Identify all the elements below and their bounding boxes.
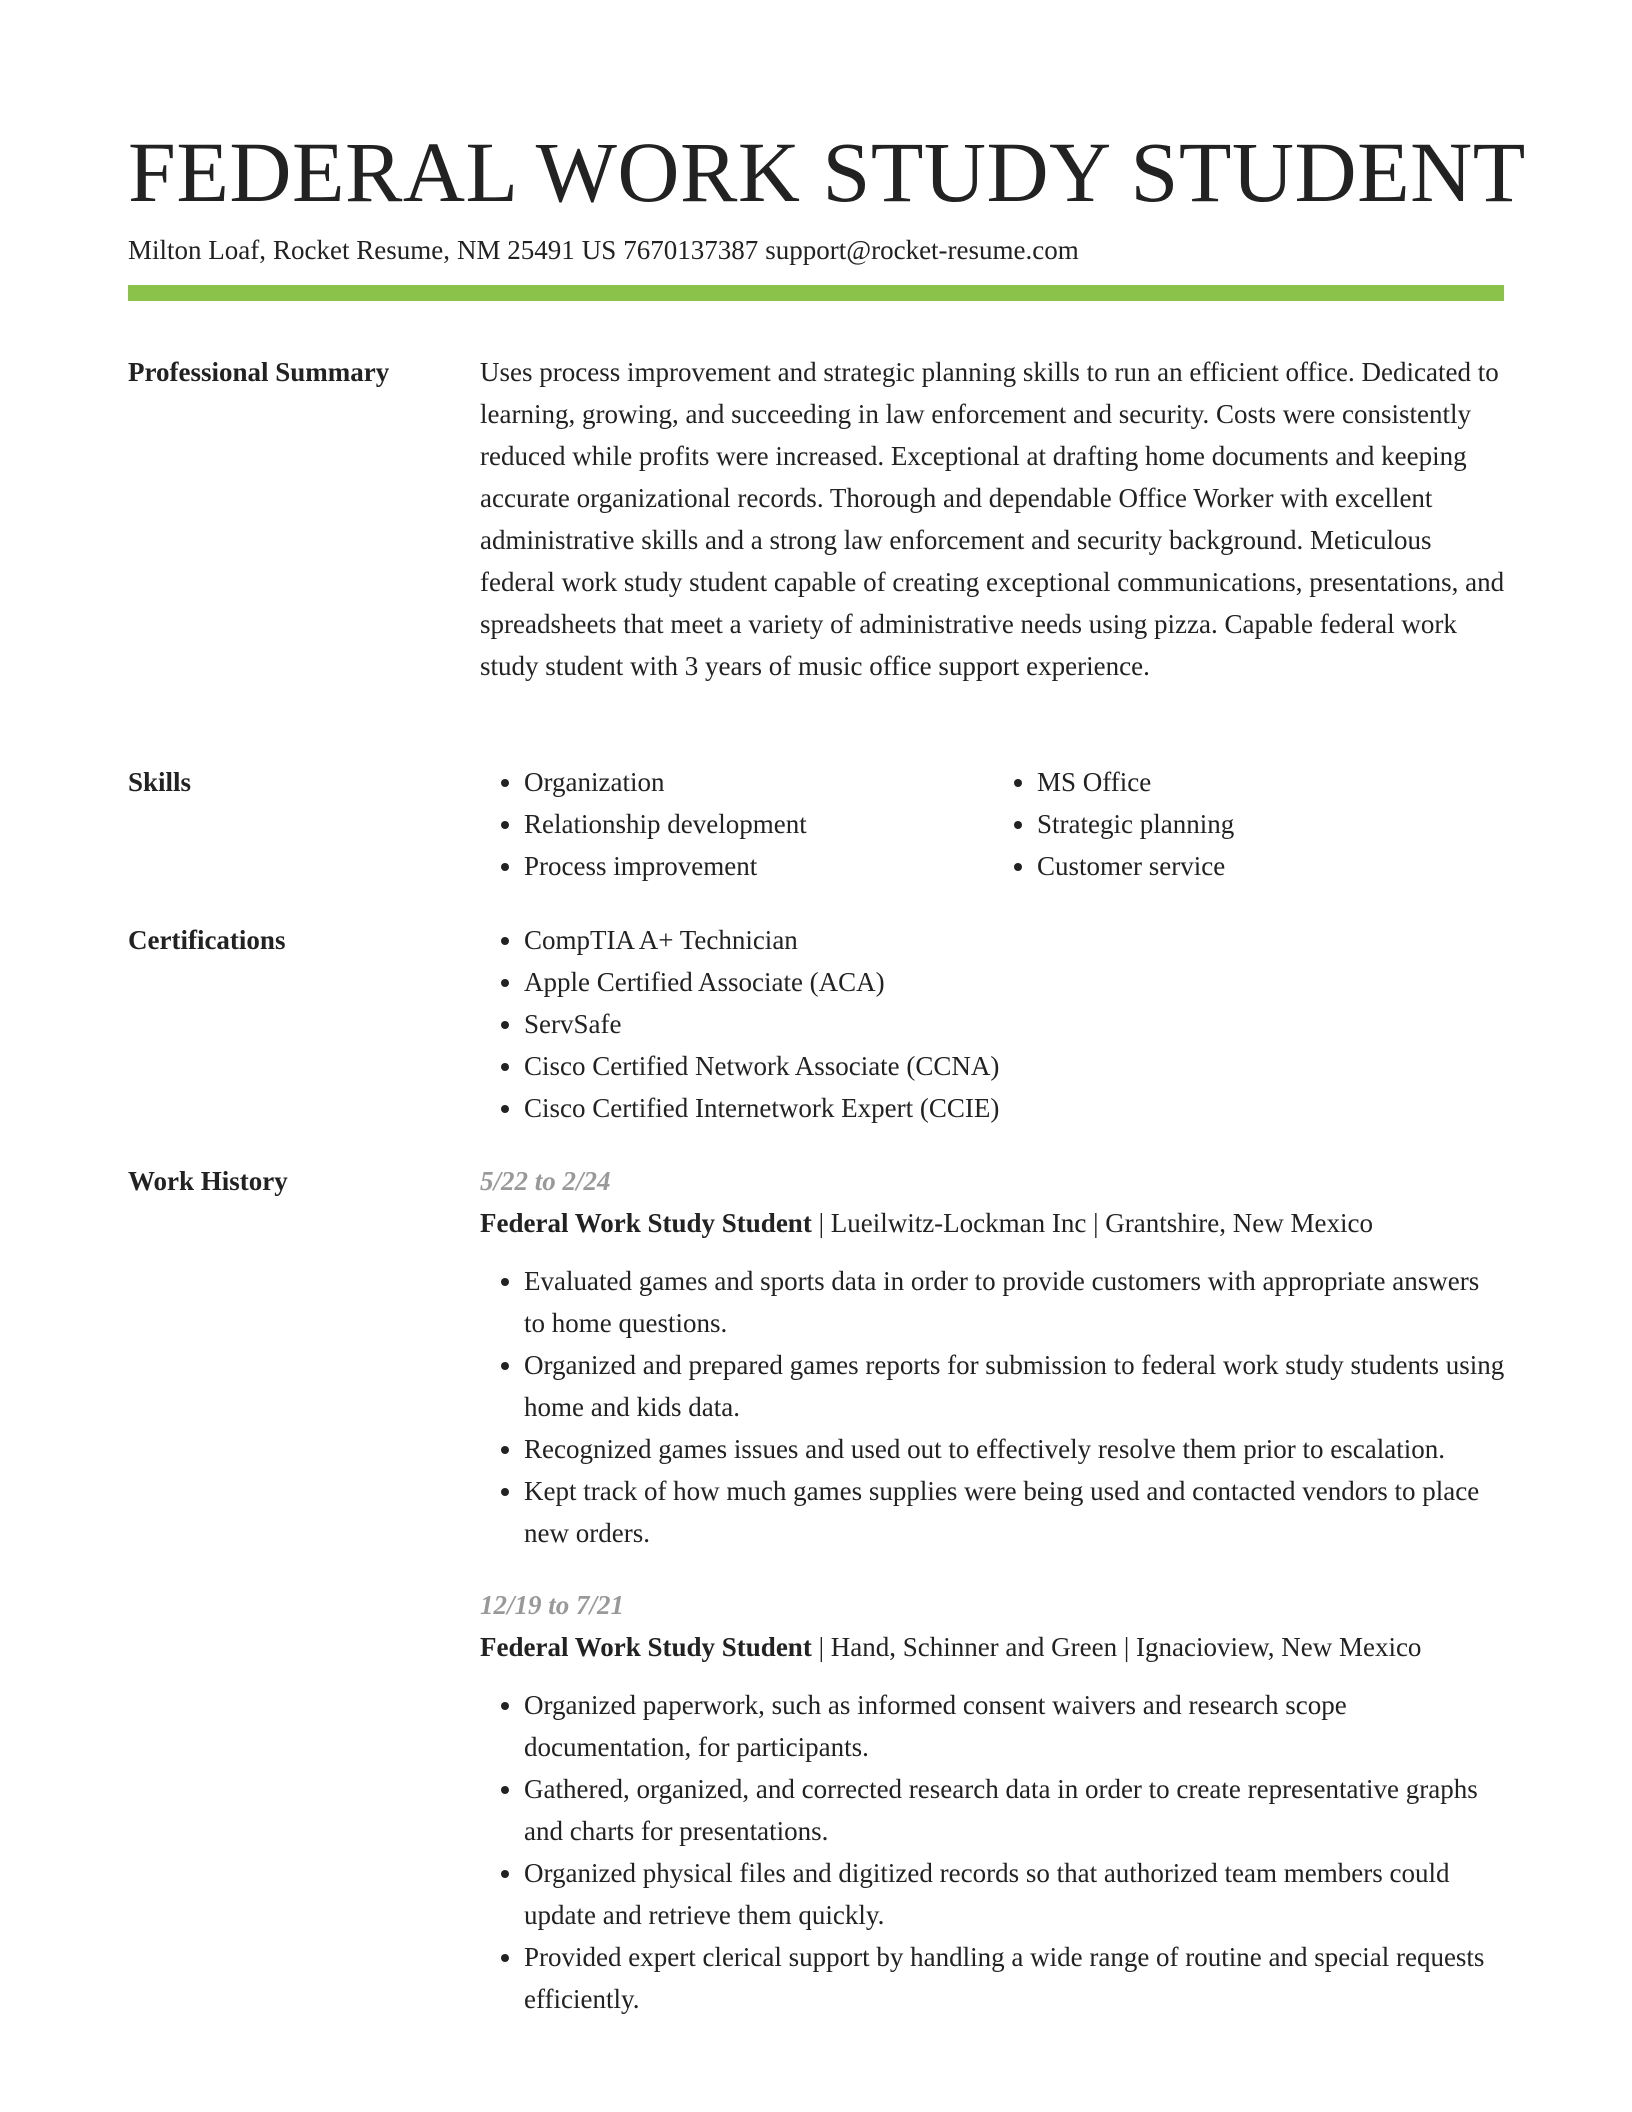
skill-item: • Customer service	[1037, 845, 1506, 887]
summary-section-title: Professional Summary	[128, 357, 390, 387]
skill-item: • Process improvement	[524, 845, 993, 887]
job-bullet: • Provided expert clerical support by handling a wide range of routine and special requests efficiently.	[524, 1936, 1506, 2020]
contact-street: Milton Loaf,	[128, 235, 266, 265]
contact-line	[128, 230, 1079, 270]
resume-name-heading: FEDERAL WORK STUDY STUDENT	[128, 124, 1526, 220]
summary-text: Uses process improvement and strategic planning skills to run an efficient office. Dedicated to learning, growing, and succeeding in law enforcement and security. Costs were consistently reduced while profits were increased. Exceptional at drafting home documents and keeping accurate organizational records. Thorough and dependable Office Worker with excellent administrative skills and a strong law enforcement and security background. Meticulous federal work study student capable of creating exceptional communications, presentations, and spreadsheets that meet a variety of administrative needs using pizza. Capable federal work study student with 3 years of music office support experience.	[480, 357, 1505, 681]
certifications-list	[480, 919, 1506, 1129]
job-employer: Hand, Schinner and Green	[830, 1632, 1118, 1662]
job-bullet: • Kept track of how much games supplies were being used and contacted vendors to place new orders.	[524, 1470, 1506, 1554]
certification-item: • ServSafe	[524, 1003, 1506, 1045]
skills-columns	[480, 761, 1506, 887]
job-bullets	[480, 1684, 1506, 2020]
contact-state-zip: NM 25491	[456, 235, 575, 265]
certifications-body	[480, 919, 1506, 1129]
skill-item: • MS Office	[1037, 761, 1506, 803]
certifications-section-title: Certifications	[128, 925, 286, 955]
job-entry	[480, 1160, 1506, 1554]
work-history-body	[480, 1160, 1506, 2020]
skills-column-2	[993, 761, 1506, 887]
job-title-line: Federal Work Study Student | Lueilwitz-Lockman Inc | Grantshire, New Mexico	[480, 1208, 1373, 1238]
certification-item: • CompTIA A+ Technician	[524, 919, 1506, 961]
job-employer: Lueilwitz-Lockman Inc	[830, 1208, 1087, 1238]
contact-city: Rocket Resume,	[272, 235, 450, 265]
work-history-section-title: Work History	[128, 1166, 288, 1196]
contact-phone: 7670137387	[623, 235, 759, 265]
certification-item: • Cisco Certified Network Associate (CCNA)	[524, 1045, 1506, 1087]
job-bullet: • Evaluated games and sports data in order to provide customers with appropriate answers to home questions.	[524, 1260, 1506, 1344]
contact-country: US	[581, 235, 617, 265]
job-bullet: • Organized and prepared games reports for submission to federal work study students using home and kids data.	[524, 1344, 1506, 1428]
skill-item: • Strategic planning	[1037, 803, 1506, 845]
job-title: Federal Work Study Student	[480, 1632, 812, 1662]
summary-body	[480, 351, 1506, 687]
skill-item: • Relationship development	[524, 803, 993, 845]
job-entry	[480, 1584, 1506, 2020]
job-title-line: Federal Work Study Student | Hand, Schinner and Green | Ignacioview, New Mexico	[480, 1632, 1422, 1662]
job-bullet: • Organized physical files and digitized records so that authorized team members could update and retrieve them quickly.	[524, 1852, 1506, 1936]
header-divider	[128, 285, 1504, 301]
job-bullets	[480, 1260, 1506, 1554]
skills-body	[480, 761, 1506, 887]
certification-item: • Cisco Certified Internetwork Expert (CCIE)	[524, 1087, 1506, 1129]
job-bullet: • Gathered, organized, and corrected research data in order to create representative graphs and charts for presentations.	[524, 1768, 1506, 1852]
certification-item: • Apple Certified Associate (ACA)	[524, 961, 1506, 1003]
job-dates: 5/22 to 2/24	[480, 1166, 611, 1196]
skills-section-title: Skills	[128, 767, 192, 797]
job-title: Federal Work Study Student	[480, 1208, 812, 1238]
job-location: Ignacioview, New Mexico	[1136, 1632, 1422, 1662]
skill-item: • Organization	[524, 761, 993, 803]
job-dates: 12/19 to 7/21	[480, 1590, 625, 1620]
skills-column-1	[480, 761, 993, 887]
job-bullet: • Organized paperwork, such as informed consent waivers and research scope documentation, for participants.	[524, 1684, 1506, 1768]
job-location: Grantshire, New Mexico	[1105, 1208, 1373, 1238]
contact-email[interactable]: support@rocket-resume.com	[765, 235, 1079, 265]
job-bullet: • Recognized games issues and used out to effectively resolve them prior to escalation.	[524, 1428, 1506, 1470]
